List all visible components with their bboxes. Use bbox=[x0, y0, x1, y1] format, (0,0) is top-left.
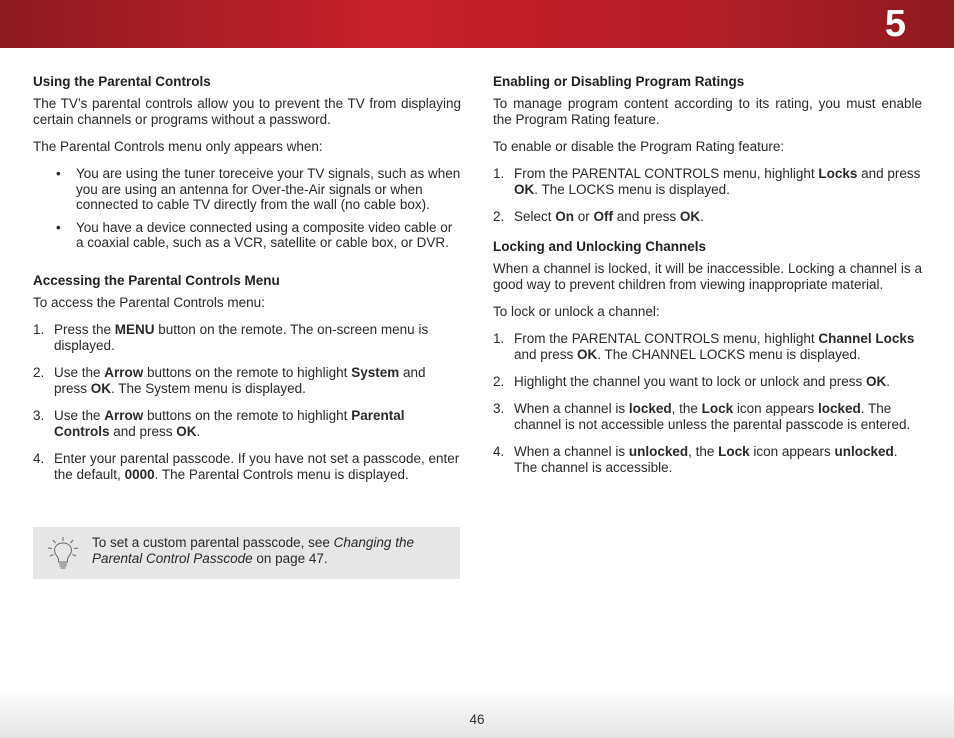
step-number: 4. bbox=[33, 450, 45, 466]
step-number: 1. bbox=[493, 166, 505, 181]
paragraph: To manage program content according to its rating, you must enable the Program Rating feature. bbox=[493, 96, 922, 127]
paragraph: When a channel is locked, it will be inaccessible. Locking a channel is a good way to prevent children from viewing inappropriate material. bbox=[493, 261, 922, 292]
step-number: 4. bbox=[493, 444, 505, 459]
steps-list bbox=[493, 331, 922, 476]
step-item: 3. Use the Arrow buttons on the remote to highlight Parental Controls and press OK. bbox=[33, 407, 405, 439]
paragraph: To access the Parental Controls menu: bbox=[33, 294, 265, 310]
section-title-accessing-menu: Accessing the Parental Controls Menu bbox=[33, 272, 280, 288]
page-number: 46 bbox=[469, 712, 485, 727]
chapter-header-bar bbox=[0, 0, 954, 48]
list-item-text: You have a device connected using a composite video cable or a coaxial cable, such as a VCR, satellite or cable box, or DVR. bbox=[76, 219, 453, 250]
step-item: 4. When a channel is unlocked, the Lock icon appears unlocked. The channel is accessible. bbox=[493, 444, 898, 475]
page-reference: Changing the Parental Control Passcode bbox=[92, 535, 414, 566]
step-number: 2. bbox=[33, 364, 45, 380]
list-item bbox=[33, 220, 461, 251]
step-number: 1. bbox=[493, 331, 505, 346]
chapter-number: 5 bbox=[884, 3, 906, 45]
conditions-list bbox=[33, 166, 461, 251]
list-item-text: You are using the tuner toreceive your TV signals, such as when you are using an antenna for Over-the-Air signals or when connected to cable TV directly from the wall (no cable box). bbox=[76, 166, 461, 212]
step-number: 2. bbox=[493, 374, 505, 389]
step-item: 2. Highlight the channel you want to lock or unlock and press OK. bbox=[493, 374, 890, 389]
step-number: 3. bbox=[493, 401, 505, 416]
section-title-program-ratings: Enabling or Disabling Program Ratings bbox=[493, 74, 745, 89]
step-item: 1. From the PARENTAL CONTROLS menu, highlight Locks and press OK. The LOCKS menu is displayed. bbox=[493, 166, 921, 197]
bullet-icon: • bbox=[56, 166, 61, 181]
step-item: 2. Use the Arrow buttons on the remote to highlight System and press OK. The System menu is displayed. bbox=[33, 364, 426, 396]
paragraph: To enable or disable the Program Rating feature: bbox=[493, 139, 785, 154]
paragraph: The TV’s parental controls allow you to prevent the TV from displaying certain channels or programs without a password. bbox=[33, 96, 461, 127]
right-column bbox=[493, 74, 922, 490]
lightbulb-icon bbox=[47, 536, 79, 570]
step-number: 2. bbox=[493, 209, 505, 224]
step-item: 1. From the PARENTAL CONTROLS menu, highlight Channel Locks and press OK. The CHANNEL LOCKS menu is displayed. bbox=[493, 331, 915, 362]
section-title-using-parental-controls: Using the Parental Controls bbox=[33, 74, 211, 89]
section-title-locking-channels: Locking and Unlocking Channels bbox=[493, 239, 707, 254]
bullet-icon: • bbox=[56, 219, 61, 235]
step-item: 2. Select On or Off and press OK. bbox=[493, 209, 704, 224]
step-number: 1. bbox=[33, 321, 45, 337]
list-item bbox=[33, 166, 461, 213]
step-item: 4. Enter your parental passcode. If you have not set a passcode, enter the default, 0000. The Parental Controls menu is displayed. bbox=[33, 450, 460, 482]
paragraph: To lock or unlock a channel: bbox=[493, 304, 660, 319]
step-item: 1. Press the MENU button on the remote. The on-screen menu is displayed. bbox=[33, 321, 429, 353]
paragraph: The Parental Controls menu only appears when: bbox=[33, 139, 323, 154]
step-number: 3. bbox=[33, 407, 45, 423]
tip-note-text: To set a custom parental passcode, see Changing the Parental Control Passcode on page 47. bbox=[92, 535, 414, 566]
tip-note-box bbox=[33, 527, 460, 579]
step-item: 3. When a channel is locked, the Lock icon appears locked. The channel is not accessible unless the parental passcode is entered. bbox=[493, 401, 911, 432]
steps-list bbox=[33, 322, 461, 483]
steps-list bbox=[493, 166, 922, 225]
left-column bbox=[33, 74, 461, 497]
